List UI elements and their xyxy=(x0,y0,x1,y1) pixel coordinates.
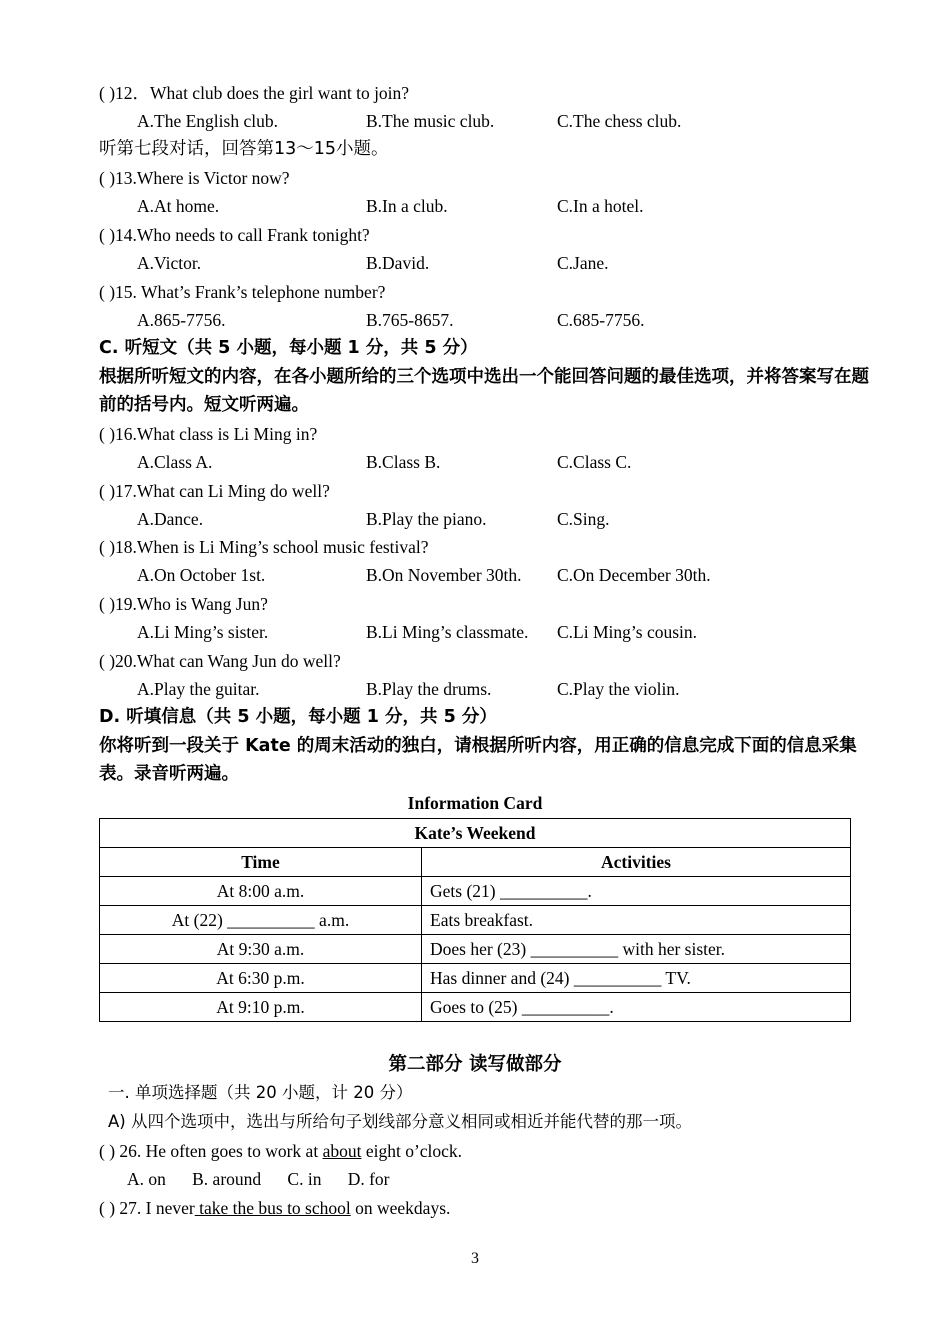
question-26-stem xyxy=(99,1137,462,1165)
question-27-prefix: ( ) 27. I never xyxy=(99,1198,195,1218)
option-c: C.Play the violin. xyxy=(557,679,680,699)
question-12-stem: ( )12．What club does the girl want to join? xyxy=(99,83,410,103)
question-26-prefix: ( ) 26. He often goes to work at xyxy=(99,1141,323,1161)
column-header-time: Time xyxy=(100,848,422,877)
option-c: C.On December 30th. xyxy=(557,565,711,585)
activity-cell: Eats breakfast. xyxy=(422,906,851,935)
option-c: C.Jane. xyxy=(557,253,609,273)
table-caption: Kate’s Weekend xyxy=(100,819,851,848)
option-a: A.On October 1st. xyxy=(137,565,266,585)
option-c: C.The chess club. xyxy=(557,111,682,131)
time-cell: At 9:30 a.m. xyxy=(100,935,422,964)
section-1-title: 一. 单项选择题（共 20 小题，计 20 分） xyxy=(108,1083,413,1102)
option-b: B.The music club. xyxy=(366,111,495,131)
question-26-suffix: eight o’clock. xyxy=(361,1141,463,1161)
time-cell: At (22) __________ a.m. xyxy=(100,906,422,935)
option-c: C.In a hotel. xyxy=(557,196,644,216)
question-14-stem: ( )14.Who needs to call Frank tonight? xyxy=(99,225,370,245)
underlined-phrase: about xyxy=(322,1141,362,1161)
question-15-stem: ( )15. What’s Frank’s telephone number? xyxy=(99,282,386,302)
option-a: A.Dance. xyxy=(137,509,204,529)
option-c: C.Li Ming’s cousin. xyxy=(557,622,698,642)
activity-cell: Goes to (25) __________. xyxy=(422,993,851,1022)
section-c-instruction: 根据所听短文的内容，在各小题所给的三个选项中选出一个能回答问题的最佳选项，并将答案写在题前的括号内。短文听两遍。 xyxy=(99,367,869,415)
time-cell: At 8:00 a.m. xyxy=(100,877,422,906)
option-c: C.685-7756. xyxy=(557,310,645,330)
option-b: B.Class B. xyxy=(366,452,441,472)
question-27-suffix: on weekdays. xyxy=(350,1198,451,1218)
section-d-title: D. 听填信息（共 5 小题，每小题 1 分，共 5 分） xyxy=(99,707,497,727)
option-b: B.765-8657. xyxy=(366,310,454,330)
section-c-title: C. 听短文（共 5 小题，每小题 1 分，共 5 分） xyxy=(99,338,478,358)
section-a-instruction: A) 从四个选项中，选出与所给句子划线部分意义相同或相近并能代替的那一项。 xyxy=(108,1112,692,1131)
option-a: A.Victor. xyxy=(137,253,202,273)
option-a: A.Class A. xyxy=(137,452,213,472)
question-13-stem: ( )13.Where is Victor now? xyxy=(99,168,290,188)
question-27-stem xyxy=(99,1194,450,1222)
question-17-stem: ( )17.What can Li Ming do well? xyxy=(99,481,330,501)
table-row xyxy=(100,906,851,935)
time-cell: At 6:30 p.m. xyxy=(100,964,422,993)
option-b: B.In a club. xyxy=(366,196,448,216)
activity-cell: Has dinner and (24) __________ TV. xyxy=(422,964,851,993)
activity-cell: Gets (21) __________. xyxy=(422,877,851,906)
information-card-table xyxy=(99,818,851,1022)
question-16-stem: ( )16.What class is Li Ming in? xyxy=(99,424,318,444)
dialog-7-instruction: 听第七段对话，回答第13～15小题。 xyxy=(99,139,389,159)
information-card-title: Information Card xyxy=(407,793,543,813)
question-20-stem: ( )20.What can Wang Jun do well? xyxy=(99,651,341,671)
question-18-stem: ( )18.When is Li Ming’s school music festival? xyxy=(99,537,429,557)
question-19-stem: ( )19.Who is Wang Jun? xyxy=(99,594,268,614)
time-cell: At 9:10 p.m. xyxy=(100,993,422,1022)
option-c: C.Sing. xyxy=(557,509,610,529)
table-column-row xyxy=(100,848,851,877)
activity-cell: Does her (23) __________ with her sister. xyxy=(422,935,851,964)
option-b: B.Play the drums. xyxy=(366,679,492,699)
option-c: C.Class C. xyxy=(557,452,632,472)
table-row xyxy=(100,935,851,964)
table-row xyxy=(100,964,851,993)
option-a: A.At home. xyxy=(137,196,220,216)
option-b: B.David. xyxy=(366,253,430,273)
underlined-phrase: take the bus to school xyxy=(194,1198,351,1218)
table-row xyxy=(100,993,851,1022)
option-a: A.865-7756. xyxy=(137,310,226,330)
section-d-instruction: 你将听到一段关于 Kate 的周末活动的独白，请根据所听内容，用正确的信息完成下面的信息采集表。录音听两遍。 xyxy=(99,736,857,784)
table-header-row xyxy=(100,819,851,848)
page-number: 3 xyxy=(471,1250,479,1267)
table-row xyxy=(100,877,851,906)
option-a: A.Li Ming’s sister. xyxy=(137,622,269,642)
option-b: B.Li Ming’s classmate. xyxy=(366,622,529,642)
option-b: B.On November 30th. xyxy=(366,565,522,585)
part-2-title: 第二部分 读写做部分 xyxy=(388,1054,562,1075)
option-a: A.The English club. xyxy=(137,111,278,131)
column-header-activities: Activities xyxy=(422,848,851,877)
question-26-options: A. on B. around C. in D. for xyxy=(127,1169,390,1189)
option-b: B.Play the piano. xyxy=(366,509,487,529)
option-a: A.Play the guitar. xyxy=(137,679,260,699)
